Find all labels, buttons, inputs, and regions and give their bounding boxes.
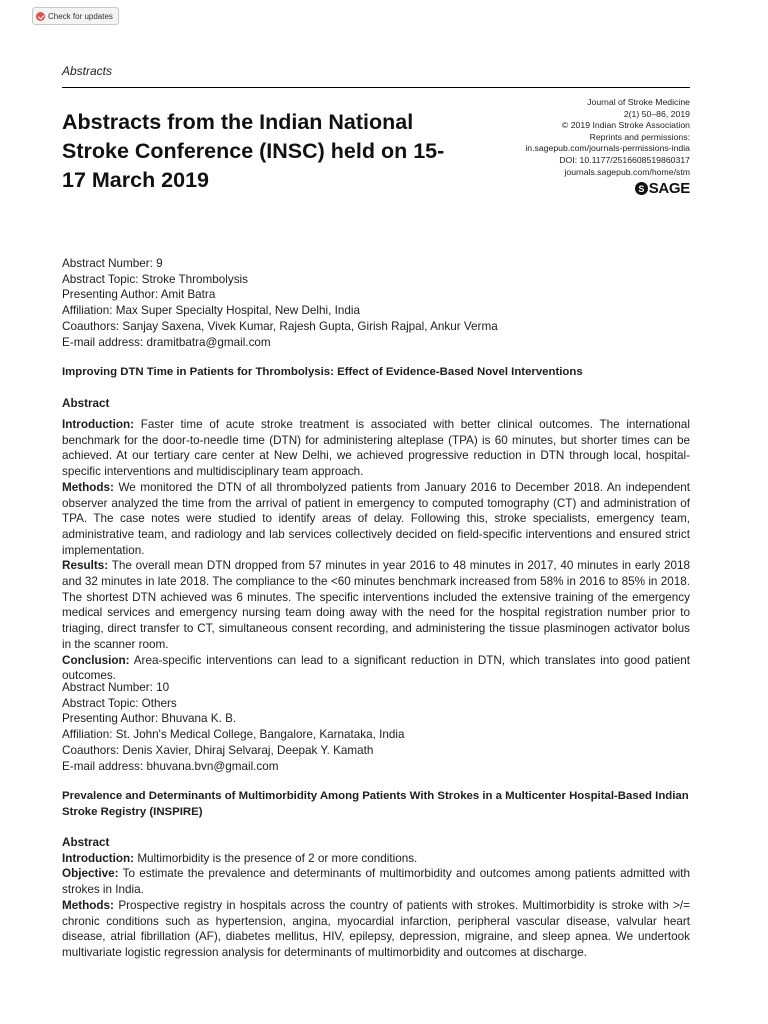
objective-text: To estimate the prevalence and determinants of multimorbidity and outcomes among patients admitted with strokes in India. <box>62 867 690 897</box>
abstract-10-meta <box>62 680 690 774</box>
header-rule <box>62 87 690 88</box>
check-icon <box>36 12 45 21</box>
introduction-label: Introduction: <box>62 418 135 431</box>
methods-label: Methods: <box>62 480 114 494</box>
presenting-author: Presenting Author: Amit Batra <box>62 288 216 302</box>
methods-paragraph <box>62 480 690 559</box>
results-label: Results: <box>62 559 109 573</box>
article-title: Improving DTN Time in Patients for Thrombolysis: Effect of Evidence-Based Novel Interventions <box>62 366 583 378</box>
check-for-updates-label: Check for updates <box>48 11 113 21</box>
introduction-paragraph <box>62 417 690 480</box>
abstract-9-title-block <box>62 364 690 380</box>
email-address: E-mail address: bhuvana.bvn@gmail.com <box>62 759 279 773</box>
objective-label: Objective: <box>62 867 119 881</box>
results-text: The overall mean DTN dropped from 57 minutes in year 2016 to 48 minutes in 2017, 40 minutes in early 2018 and 32 minutes in late 2018. The compliance to the <60 minutes benchmark increased from 58% in 2016 to 85% in 2018. The shortest DTN achieved was 6 minutes. The specific interventions included the extensive training of the emergency medical services and emergency nursing team doing away with the need for the hospital registration number prior to triaging, direct transfer to CT, simultaneous consent recording, and administering the tissue plasminogen activator bolus in the scanner room. <box>62 559 690 651</box>
journal-name: Journal of Stroke Medicine <box>587 97 690 107</box>
journal-doi[interactable]: DOI: 10.1177/2516608519860317 <box>559 154 690 165</box>
abstract-heading: Abstract <box>62 836 110 849</box>
article-title: Prevalence and Determinants of Multimorbidity Among Patients With Strokes in a Multicenter Hospital-Based Indian Stroke Registry (INSPIRE) <box>62 790 689 818</box>
conclusion-label: Conclusion: <box>62 653 130 667</box>
email-address: E-mail address: dramitbatra@gmail.com <box>62 335 271 349</box>
introduction-text: Faster time of acute stroke treatment is associated with better clinical outcomes. The international benchmark for the door-to-needle time (DTN) for administering alteplase (TPA) is 60 minutes, but shorter times can be achieved. At our tertiary care center at New Delhi, we achieved progressive reduction in DTN through local, hospital-specific interventions and multidisciplinary team approach. <box>62 418 690 479</box>
introduction-label: Introduction: <box>62 851 135 865</box>
objective-paragraph <box>62 866 690 897</box>
check-for-updates-badge[interactable] <box>32 7 119 25</box>
presenting-author: Presenting Author: Bhuvana K. B. <box>62 712 237 726</box>
abstract-9-body <box>62 417 690 684</box>
journal-home-link[interactable]: journals.sagepub.com/home/stm <box>564 166 690 177</box>
abstract-10-title-block <box>62 788 690 820</box>
section-label: Abstracts <box>62 64 113 78</box>
coauthors: Coauthors: Denis Xavier, Dhiraj Selvaraj, Deepak Y. Kamath <box>62 743 374 757</box>
methods-text: We monitored the DTN of all thrombolyzed patients from January 2016 to December 2018. An independent observer analyzed the time from the arrival of patient in emergency to computed tomography (CT) and administration of TPA. The case notes were studied to identify areas of delay. Following this, stroke specialists, emergency team, administrative team, and radiology and lab services collectively decided on field-specific interventions and ensured strict implementation. <box>62 480 691 557</box>
journal-info <box>525 97 690 178</box>
affiliation: Affiliation: St. John's Medical College, Bangalore, Karnataka, India <box>62 728 405 742</box>
abstract-topic: Abstract Topic: Others <box>62 696 177 710</box>
sage-logo-icon: S <box>635 182 648 195</box>
coauthors: Coauthors: Sanjay Saxena, Vivek Kumar, Rajesh Gupta, Girish Rajpal, Ankur Verma <box>62 319 498 333</box>
methods-text: Prospective registry in hospitals across the country of patients with strokes. Multimorbidity is stroke with >/= chronic conditions such as hypertension, angina, myocardial infarction, peripheral vascular disease, valvular heart disease, atrial fibrillation (AF), diabetes mellitus, HIV, epilepsy, depression, migraine, and sleep apnea. We undertook multivariate logistic regression analysis for determinants of multimorbidity and outcomes at discharge. <box>62 898 691 959</box>
abstract-heading: Abstract <box>62 397 110 410</box>
page-title: Abstracts from the Indian National Stroke Conference (INSC) held on 15-17 March 2019 <box>62 110 445 192</box>
introduction-text: Multimorbidity is the presence of 2 or more conditions. <box>137 851 418 865</box>
journal-volume: 2(1) 50–86, 2019 <box>623 108 690 119</box>
abstract-topic: Abstract Topic: Stroke Thrombolysis <box>62 272 248 286</box>
publisher-name: SAGE <box>648 180 690 197</box>
introduction-paragraph <box>62 851 690 867</box>
conclusion-text: Area-specific interventions can lead to a significant reduction in DTN, which translates into good patient outcomes. <box>62 653 690 683</box>
methods-label: Methods: <box>62 898 114 912</box>
methods-paragraph <box>62 898 690 961</box>
abstract-number: Abstract Number: 9 <box>62 257 163 270</box>
journal-reprints: Reprints and permissions: <box>589 131 690 142</box>
abstract-number: Abstract Number: 10 <box>62 681 170 694</box>
results-paragraph <box>62 558 690 652</box>
abstract-10-body <box>62 835 690 961</box>
journal-copyright: © 2019 Indian Stroke Association <box>561 120 690 131</box>
sage-logo <box>635 180 690 197</box>
abstract-9-abstract-label-block <box>62 396 690 412</box>
abstract-9-meta <box>62 256 690 350</box>
journal-permissions-link[interactable]: in.sagepub.com/journals-permissions-india <box>525 143 690 154</box>
affiliation: Affiliation: Max Super Specialty Hospital, New Delhi, India <box>62 304 360 318</box>
